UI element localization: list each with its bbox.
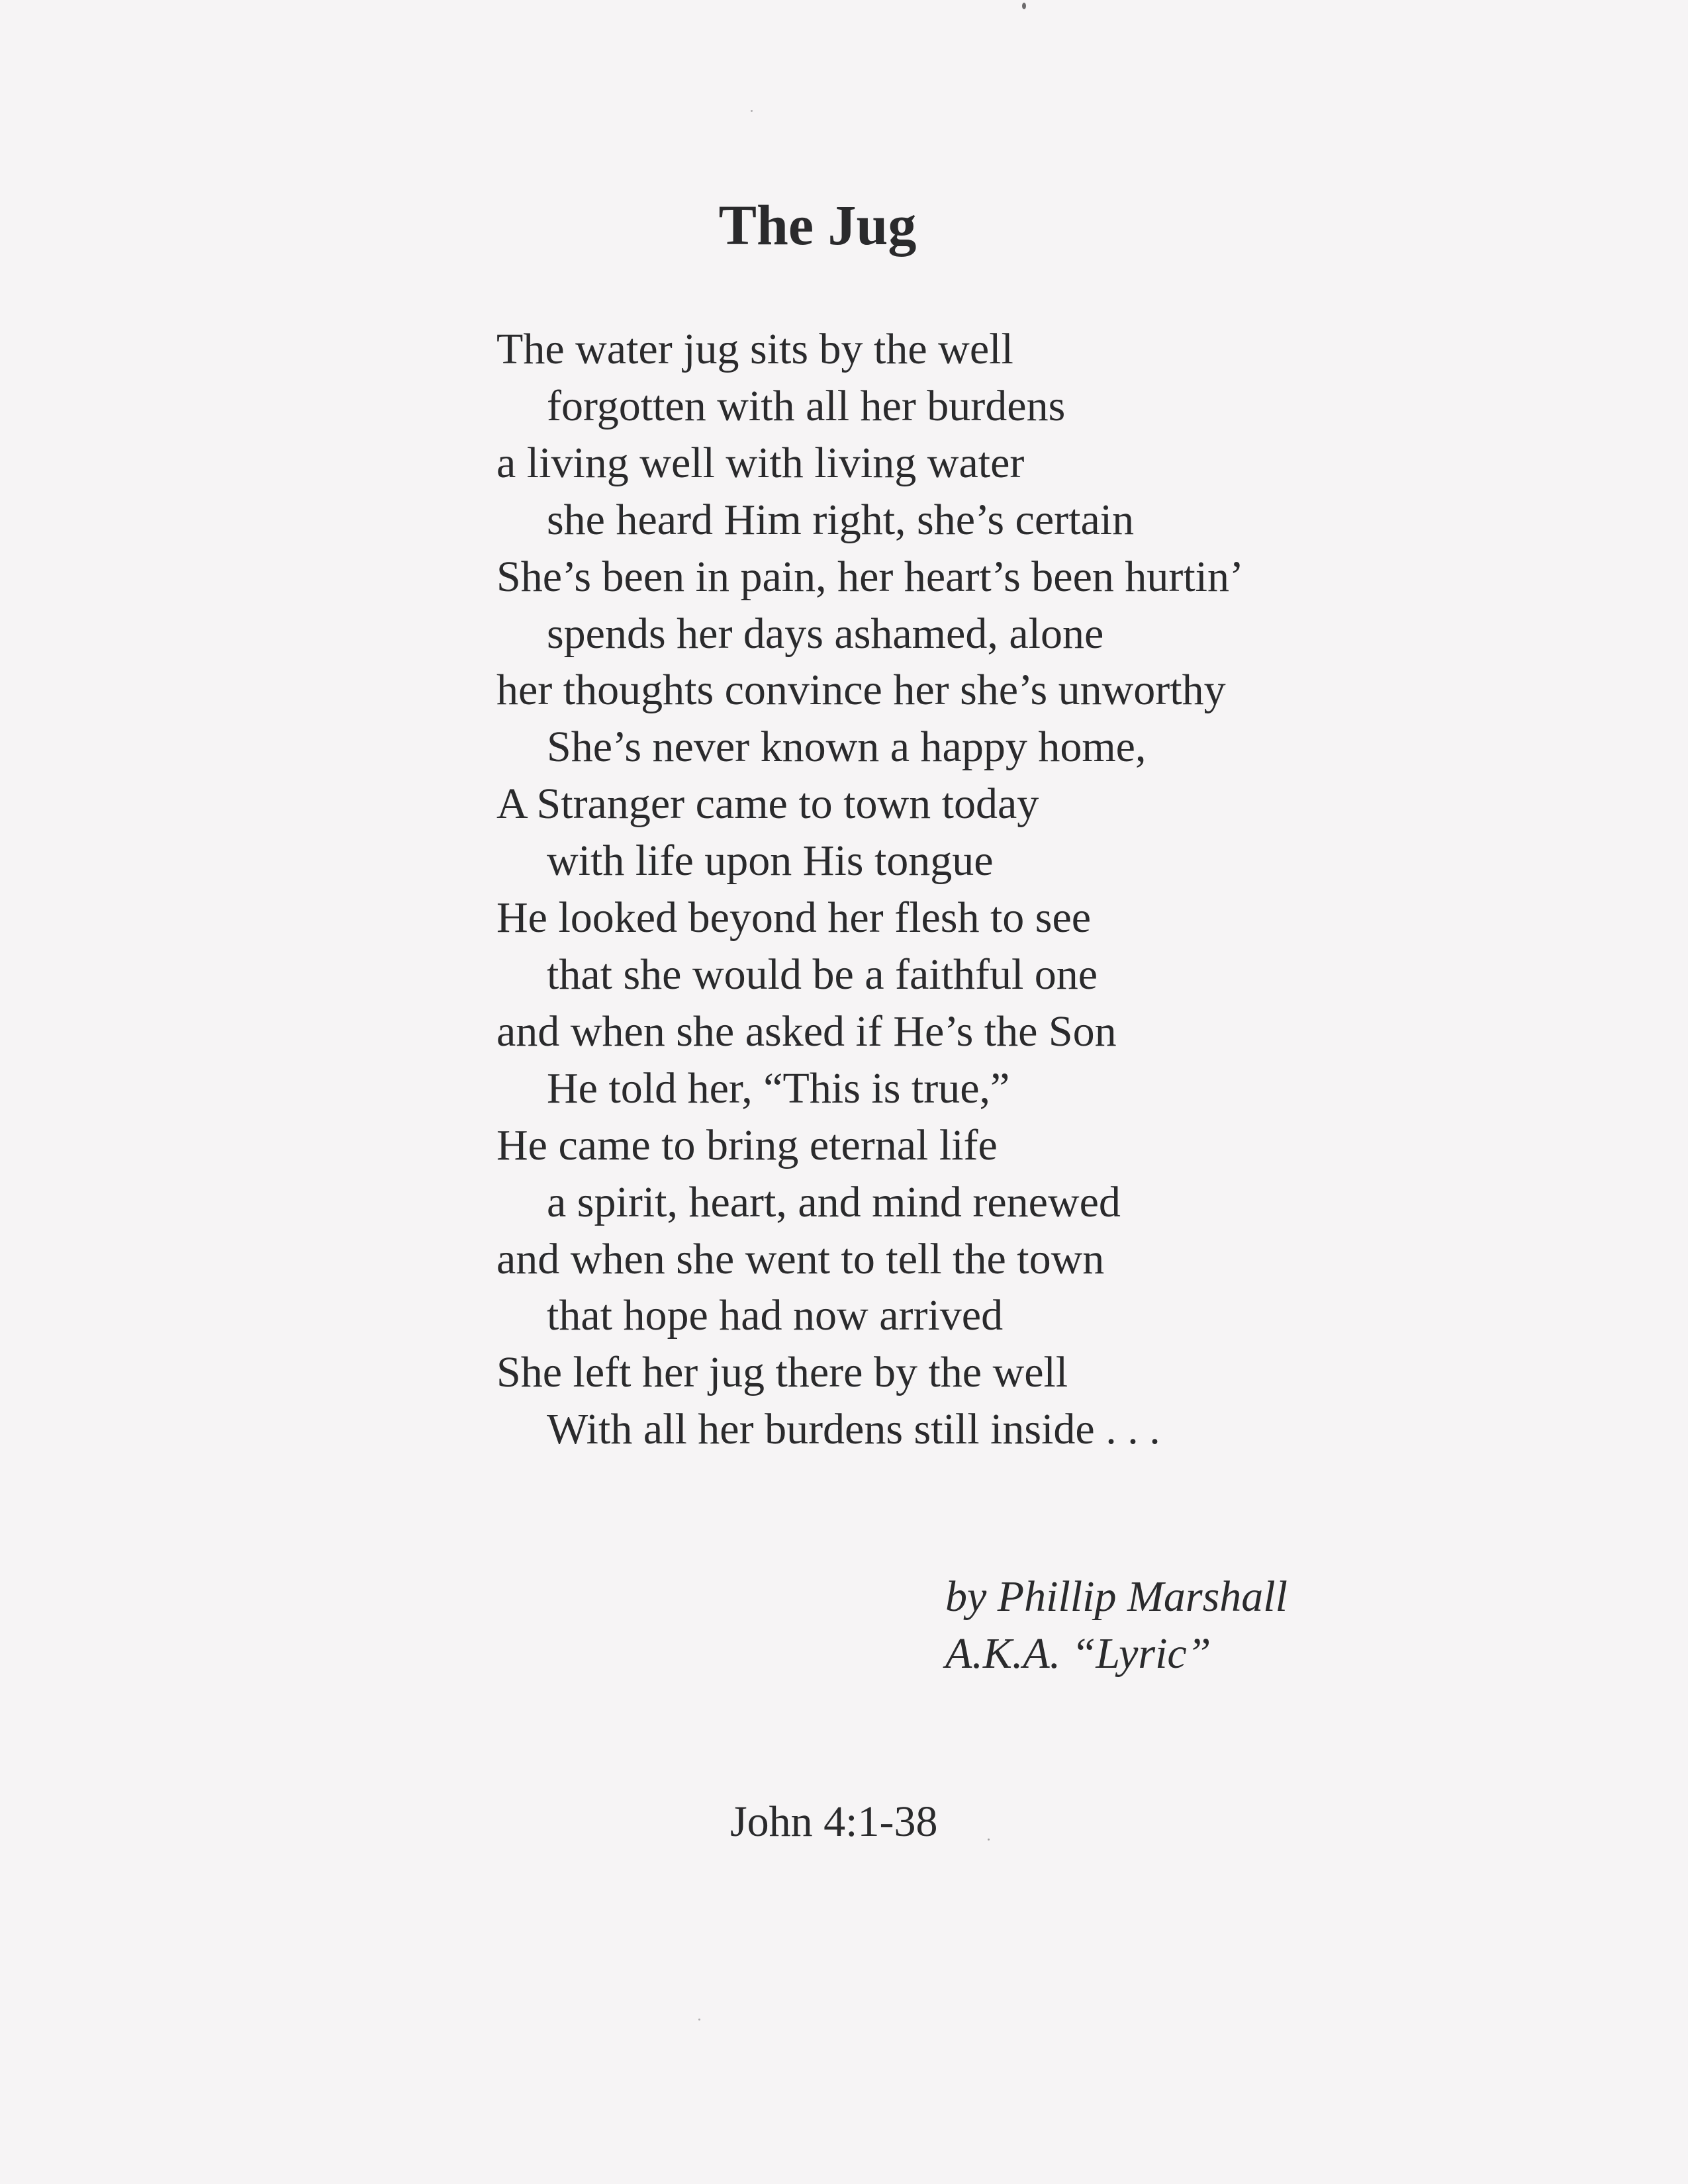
poem-line: her thoughts convince her she’s unworthy bbox=[496, 666, 1226, 715]
poem-line: He looked beyond her flesh to see bbox=[496, 893, 1092, 942]
poem-line: A Stranger came to town today bbox=[496, 780, 1039, 829]
paper-speck bbox=[1022, 3, 1026, 9]
poem-line: He told her, “This is true,” bbox=[547, 1064, 1010, 1113]
poem-line: The water jug sits by the well bbox=[496, 325, 1013, 373]
poem-line: With all her burdens still inside . . . bbox=[547, 1405, 1160, 1454]
paper-speck bbox=[751, 110, 753, 112]
author-name: by Phillip Marshall bbox=[945, 1572, 1288, 1621]
poem-line: she heard Him right, she’s certain bbox=[547, 495, 1135, 544]
poem-line: He came to bring eternal life bbox=[496, 1120, 998, 1169]
paper-speck bbox=[988, 1839, 990, 1841]
scripture-reference: John 4:1-38 bbox=[730, 1797, 938, 1846]
poem-line: a spirit, heart, and mind renewed bbox=[547, 1177, 1121, 1226]
poem-line: with life upon His tongue bbox=[547, 837, 994, 886]
poem-line: spends her days ashamed, alone bbox=[547, 609, 1104, 658]
author-alias: A.K.A. “Lyric” bbox=[945, 1629, 1211, 1678]
poem-line: and when she asked if He’s the Son bbox=[496, 1007, 1117, 1056]
poem-line: She left her jug there by the well bbox=[496, 1348, 1068, 1397]
poem-line: She’s never known a happy home, bbox=[547, 723, 1147, 772]
byline bbox=[945, 1569, 1288, 1682]
poem-line: a living well with living water bbox=[496, 438, 1025, 487]
poem-line: that she would be a faithful one bbox=[547, 950, 1098, 999]
poem-line: forgotten with all her burdens bbox=[547, 381, 1066, 430]
paper-speck bbox=[698, 2019, 700, 2021]
poem-line: and when she went to tell the town bbox=[496, 1234, 1105, 1283]
poem-line: that hope had now arrived bbox=[547, 1291, 1004, 1340]
poem-title: The Jug bbox=[718, 193, 917, 257]
poem-line: She’s been in pain, her heart’s been hurtin’ bbox=[496, 552, 1244, 601]
poem-body bbox=[496, 321, 1244, 1458]
